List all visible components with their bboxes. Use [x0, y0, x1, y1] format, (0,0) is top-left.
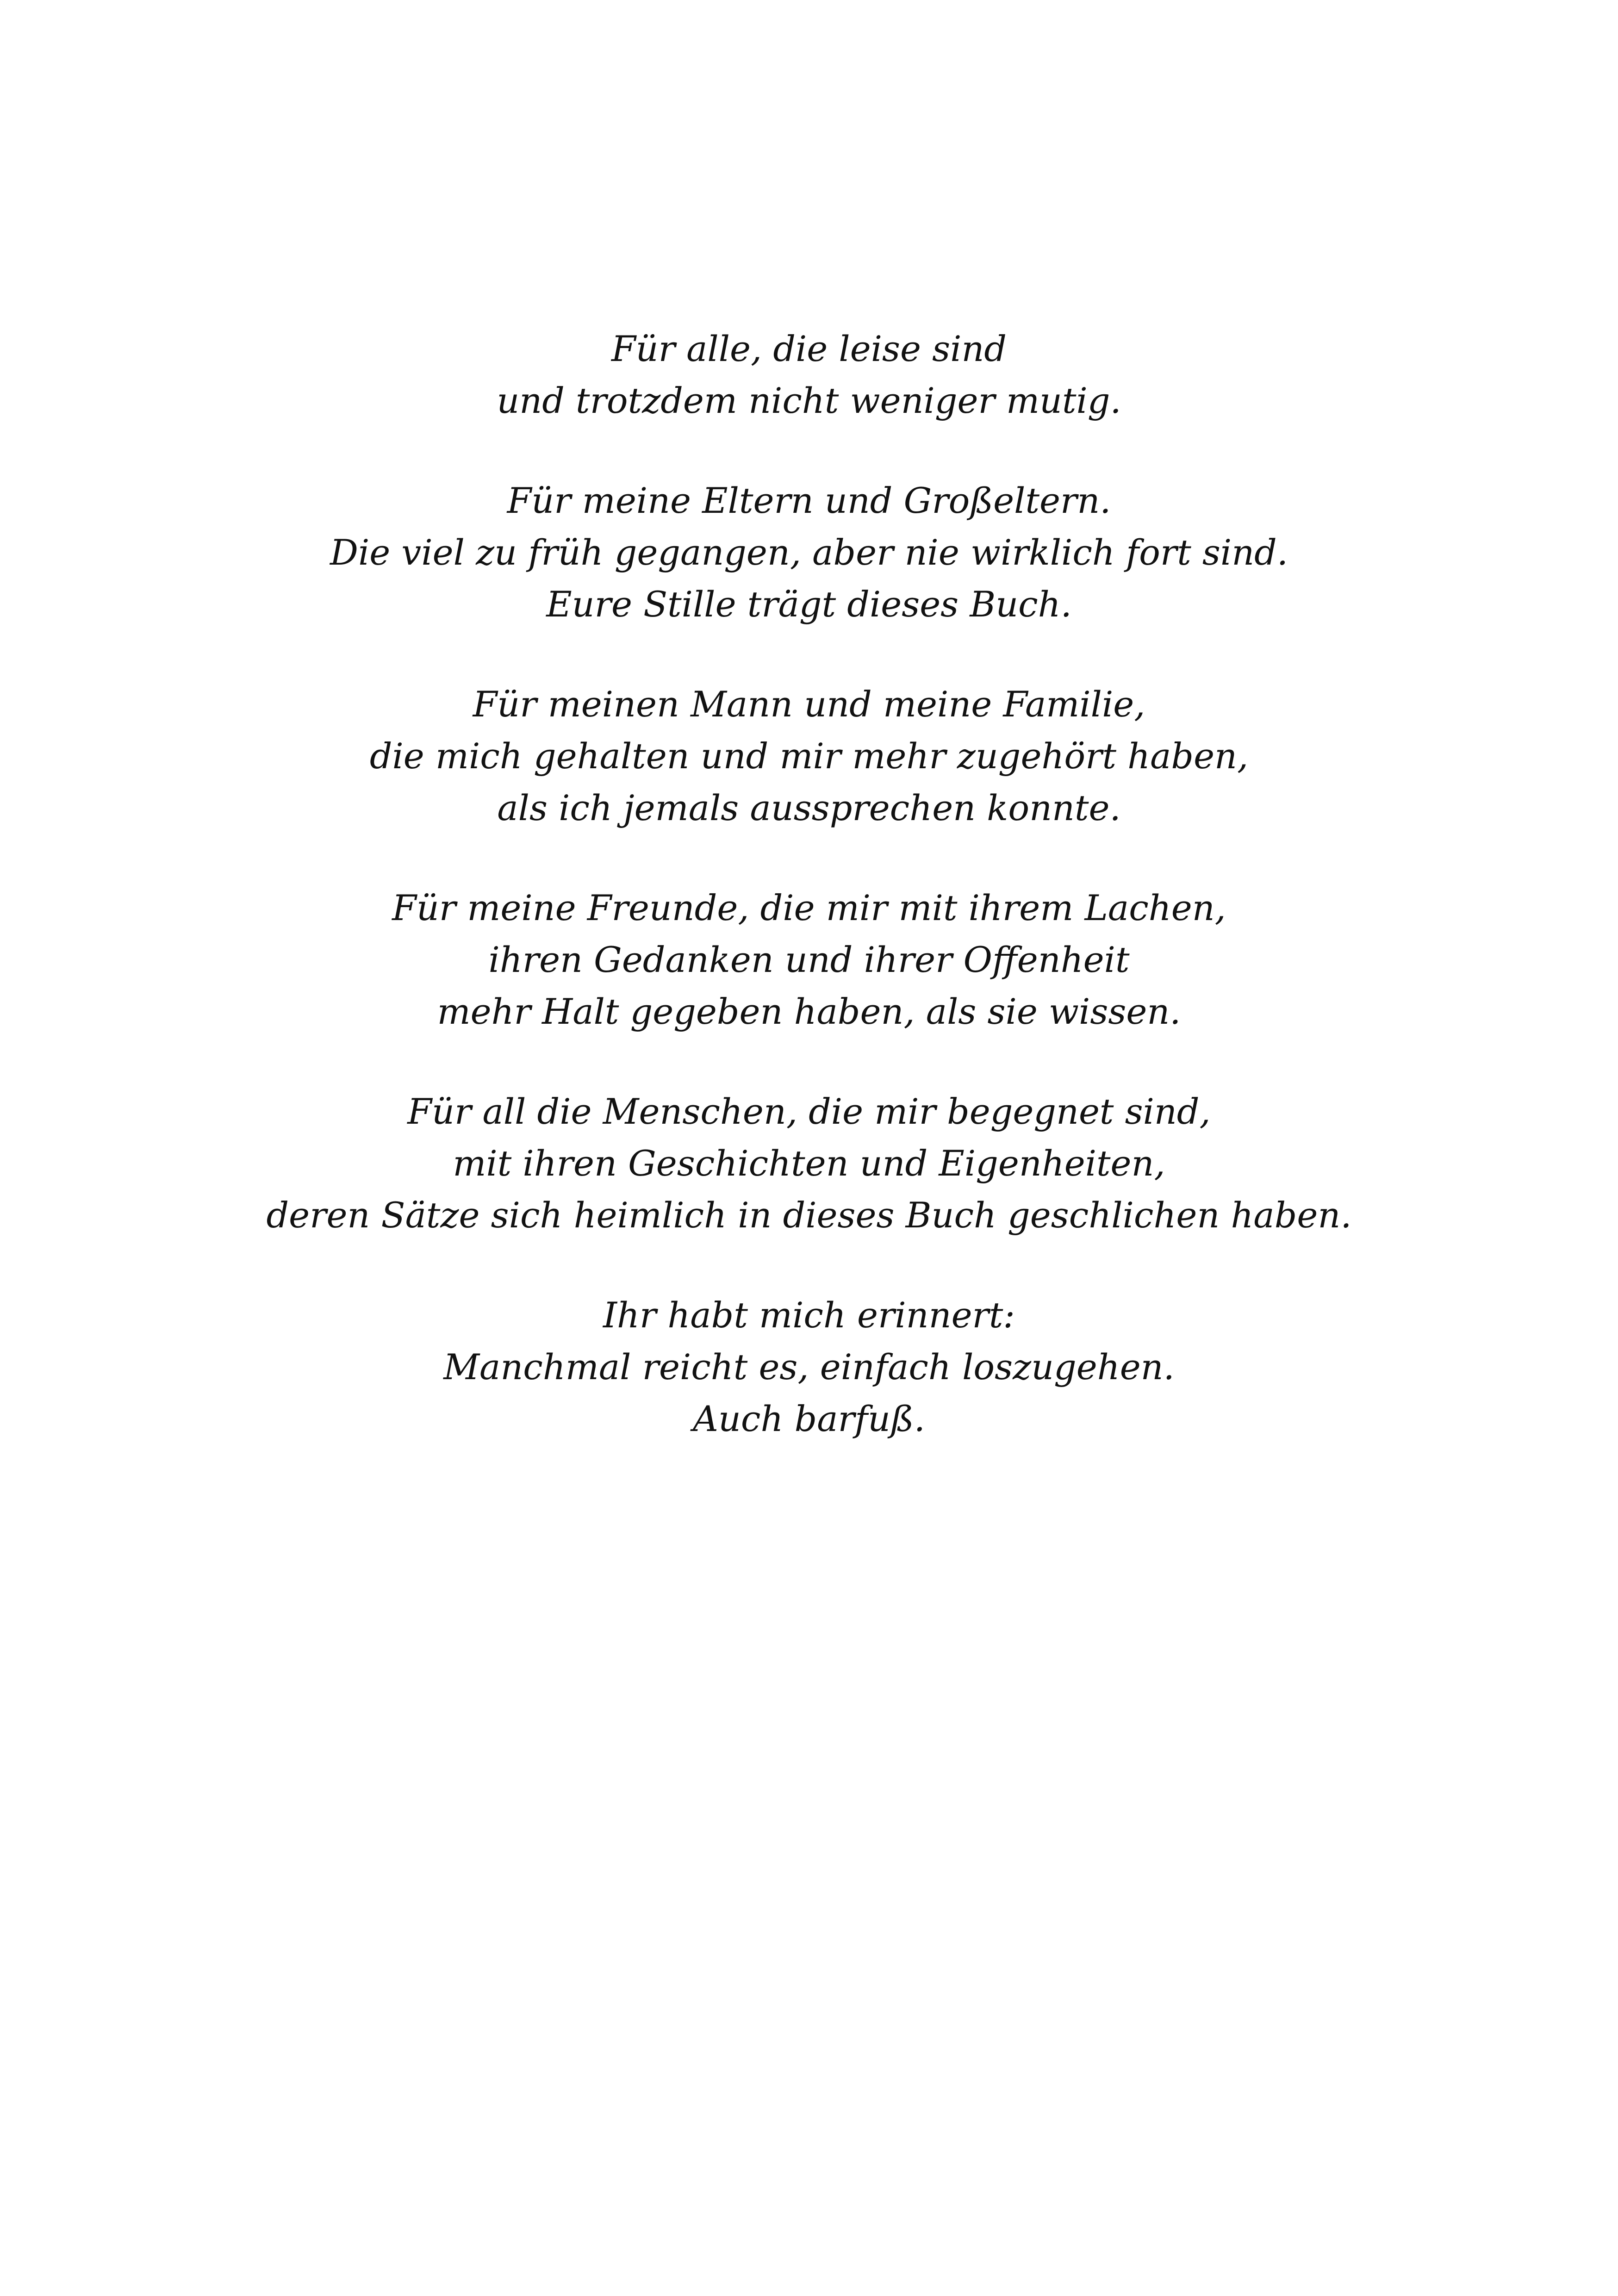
- stanza-closing: [0, 1289, 1618, 1445]
- dedication-line: Manchmal reicht es, einfach loszugehen.: [443, 1346, 1175, 1388]
- dedication-line: Auch barfuß.: [693, 1398, 925, 1439]
- stanza-parents-quiet: [0, 323, 1618, 427]
- dedication-line: und trotzdem nicht weniger mutig.: [497, 380, 1121, 421]
- dedication-line: die mich gehalten und mir mehr zugehört haben,: [369, 735, 1249, 777]
- stanza-family: [0, 678, 1618, 834]
- dedication-line: deren Sätze sich heimlich in dieses Buch geschlichen haben.: [266, 1195, 1352, 1236]
- dedication-line: Für all die Menschen, die mir begegnet sind,: [407, 1091, 1211, 1132]
- stanza-friends: [0, 882, 1618, 1038]
- dedication-line: Die viel zu früh gegangen, aber nie wirklich fort sind.: [330, 532, 1288, 573]
- dedication-line: Für meinen Mann und meine Familie,: [473, 684, 1145, 725]
- dedication-line: ihren Gedanken und ihrer Offenheit: [488, 939, 1130, 980]
- dedication-line: Für meine Freunde, die mir mit ihrem Lachen,: [392, 887, 1226, 928]
- dedication-line: Für meine Eltern und Großeltern.: [507, 480, 1111, 521]
- dedication-line: Ihr habt mich erinnert:: [603, 1294, 1015, 1336]
- dedication-line: mehr Halt gegeben haben, als sie wissen.: [437, 991, 1181, 1032]
- stanza-parents: [0, 475, 1618, 630]
- dedication-line: Eure Stille trägt dieses Buch.: [546, 584, 1072, 625]
- dedication-line: als ich jemals aussprechen konnte.: [497, 787, 1121, 828]
- stanza-people-met: [0, 1086, 1618, 1241]
- dedication-line: Für alle, die leise sind: [611, 328, 1007, 369]
- dedication-line: mit ihren Geschichten und Eigenheiten,: [453, 1143, 1165, 1184]
- dedication-text: [0, 323, 1618, 1493]
